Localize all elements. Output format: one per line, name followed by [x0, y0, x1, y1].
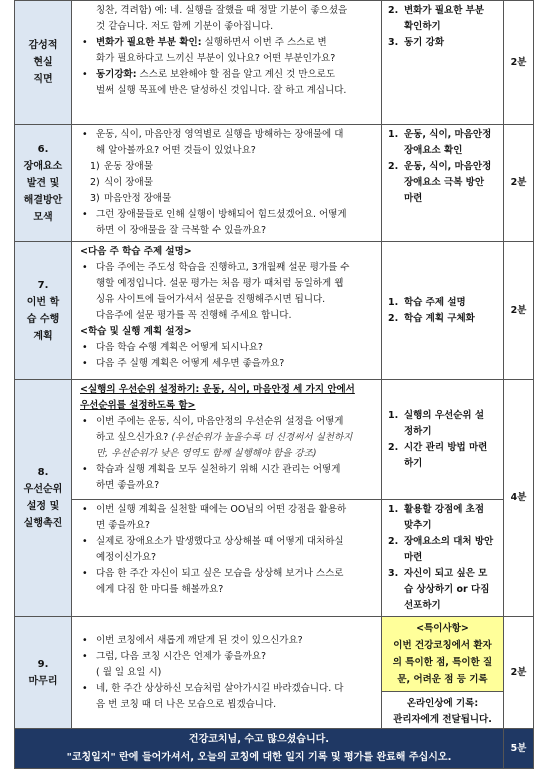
stage-label-line: 8. — [37, 467, 49, 478]
continuation-line — [78, 292, 375, 308]
continuation-line — [78, 83, 375, 99]
line-text: 그런 장애물들로 인해 실행이 방해되어 힘드셨겠어요. 어떻게 — [96, 209, 347, 220]
goal-text: 시간 관리 방법 마련 — [404, 441, 488, 453]
goal-line — [386, 19, 499, 35]
special-note-line: <특이사항> — [416, 623, 469, 634]
special-notes-box — [382, 617, 503, 691]
line-text: 실제로 장애요소가 발생했다고 상상해볼 때 어떻게 대처하실 — [96, 536, 344, 547]
goal-line — [386, 534, 499, 550]
bullet-icon: • — [82, 416, 88, 427]
line-text: 실행하면서 이번 주 스스로 변 — [201, 37, 327, 48]
goal-text: 변화가 필요한 부분 — [404, 5, 485, 16]
coaching-script-table — [14, 0, 534, 769]
line-text: 예정이신가요? — [96, 552, 157, 563]
continuation-line — [78, 51, 375, 67]
bullet-icon: • — [82, 342, 88, 353]
goal-number: 2. — [388, 161, 399, 172]
goal-line — [386, 143, 499, 159]
goal-text: 확인하기 — [404, 21, 441, 32]
special-note-line: 문, 어려운 점 등 기록 — [397, 674, 488, 685]
bullet-icon: • — [82, 209, 88, 220]
goal-line — [386, 408, 499, 424]
goal-number — [386, 518, 404, 534]
stage-label-line: 습 수행 — [26, 313, 60, 325]
line-text: 칭찬, 격려함) 예: 네. 실행을 잘했을 때 정말 기분이 좋으셨을 — [96, 5, 348, 16]
item-number: 2) — [90, 177, 100, 188]
goal-line — [386, 191, 499, 207]
stage-cell — [15, 617, 72, 729]
goals-cell — [382, 125, 504, 242]
line-text: 학습과 실행 계획을 모두 실천하기 위해 시간 관리는 어떻게 — [96, 464, 341, 475]
section-header: 우선순위를 설정하도록 함> — [80, 400, 196, 411]
line-text: 벌써 실행 목표에 반은 달성하신 것입니다. 잘 하고 계십니다. — [96, 85, 347, 96]
goal-text: 학습 주제 설명 — [404, 296, 466, 308]
line-text: 다음주에 설문 평가를 꼭 진행해 주세요 합니다. — [96, 310, 292, 321]
section-header: <학습 및 실행 계획 설정> — [80, 326, 192, 337]
line-text: 스스로 보완해야 할 점을 알고 계신 것 만으로도 — [136, 69, 336, 80]
line-text: 이번 주에는 운동, 식이, 마음안정의 우선순위 설정을 어떻게 — [96, 416, 344, 427]
line-text: 하면 좋을까요? — [96, 480, 160, 491]
goal-text: 장애요소 확인 — [404, 145, 463, 156]
footer-row — [15, 729, 534, 769]
bullet-icon: • — [82, 682, 88, 694]
goal-number: 2. — [388, 441, 399, 453]
line-text: ( 월 일 요일 시) — [96, 666, 162, 678]
line-text: 것 같습니다. 저도 함께 기분이 좋아집니다. — [96, 21, 274, 32]
continuation-line — [78, 518, 375, 534]
section-header: <실행의 우선순위 설정하기: 운동, 식이, 마음안정 세 가지 안에서 — [80, 384, 355, 395]
goal-line — [386, 35, 499, 51]
goal-line — [386, 175, 499, 191]
bullet-icon: • — [82, 37, 88, 48]
stage-label-line: 모색 — [33, 211, 53, 223]
goals-cell — [382, 380, 504, 500]
bullet-line — [78, 681, 375, 697]
stage-label-line: 현실 — [33, 57, 53, 68]
bullet-line — [78, 127, 375, 143]
goal-number: 1. — [388, 129, 399, 140]
bullet-line — [78, 260, 375, 276]
bullet-line — [78, 566, 375, 582]
goal-text: 정하기 — [404, 425, 432, 437]
goal-number: 2. — [388, 312, 399, 324]
continuation-line — [78, 19, 375, 35]
bullet-icon: • — [82, 536, 88, 547]
stage-label-line: 해결방안 — [23, 194, 63, 206]
line-text: 이번 코칭에서 새롭게 깨닫게 된 것이 있으신가요? — [96, 634, 303, 646]
goal-text: 실행의 우선순위 설 — [404, 409, 485, 421]
bullet-line — [78, 462, 375, 478]
bullet-line — [78, 534, 375, 550]
goal-number — [386, 191, 404, 207]
stage-label-line: 직면 — [33, 74, 53, 85]
bullet-icon: • — [82, 262, 88, 273]
goals-cell — [382, 242, 504, 380]
stage-label-line: 발견 및 — [26, 177, 60, 189]
goal-number — [386, 550, 404, 566]
time-cell: 2분 — [504, 242, 534, 380]
bullet-line — [78, 649, 375, 665]
goal-line — [386, 456, 499, 472]
time-cell: 2분 — [504, 125, 534, 242]
goal-line — [386, 550, 499, 566]
content-cell — [72, 242, 382, 380]
goal-line — [386, 502, 499, 518]
goal-line — [386, 582, 499, 598]
line-text: 화가 필요하다고 느끼신 부분이 있나요? 어떤 부분인가요? — [96, 53, 336, 64]
line-text: 하면 이 장애물을 잘 극복할 수 있을까요? — [96, 225, 266, 236]
stage-label-line: 설정 및 — [26, 501, 60, 512]
continuation-line — [78, 276, 375, 292]
continuation-line — [78, 478, 375, 494]
goal-number: 3. — [388, 37, 399, 48]
goal-text: 자신이 되고 싶은 모 — [404, 568, 488, 579]
content-cell — [72, 125, 382, 242]
line-text: 다음 주에는 주도성 학습을 진행하고, 3개월째 설문 평가를 수 — [96, 262, 350, 273]
content-cell — [72, 617, 382, 729]
stage-label-line: 장애요소 — [23, 160, 63, 172]
line-text: 싱유 사이트에 들어가셔서 설문을 진행해주시면 됩니다. — [96, 294, 326, 305]
continuation-line — [78, 665, 375, 681]
goal-text: 마련 — [404, 552, 423, 563]
goal-text: 운동, 식이, 마음안정 — [404, 129, 492, 140]
line-text: 그럼, 다음 코칭 시간은 언제가 좋을까요? — [96, 650, 266, 662]
line-text: 네, 한 주간 상상하신 모습처럼 살아가시길 바라겠습니다. 다 — [96, 682, 344, 694]
line-text: 행할 예정입니다. 설문 평가는 처음 평가 때처럼 동일하게 웹 — [96, 278, 344, 289]
continuation-line — [78, 446, 375, 462]
bullet-line — [78, 414, 375, 430]
row-closing — [15, 617, 534, 729]
footer-message — [15, 729, 504, 769]
bullet-line — [78, 502, 375, 518]
stage-cell — [15, 380, 72, 617]
row-obstacles — [15, 125, 534, 242]
stage-label-line: 마무리 — [28, 675, 58, 687]
bullet-icon: • — [82, 634, 88, 646]
goals-cell — [382, 1, 504, 125]
continuation-line — [78, 582, 375, 598]
goal-line — [386, 598, 499, 614]
stage-label-line: 감성적 — [28, 40, 58, 51]
line-text: 다음 한 주간 자신이 되고 싶은 모습을 상상해 보거나 스스로 — [96, 568, 344, 579]
goal-text: 장애요소 극복 방안 — [404, 177, 485, 188]
stage-cell — [15, 242, 72, 380]
stage-label-line: 우선순위 — [23, 484, 63, 495]
numbered-line — [78, 191, 375, 207]
line-text: 면 좋을까요? — [96, 520, 150, 531]
continuation-line — [78, 223, 375, 239]
bullet-icon: • — [82, 650, 88, 662]
line-text: 이번 실행 계획을 실천할 때에는 OO님의 어떤 강점을 활용하 — [96, 504, 347, 515]
special-note-line: 이번 건강코칭에서 환자 — [393, 640, 492, 651]
continuation-line — [78, 3, 375, 19]
continuation-line — [78, 550, 375, 566]
time-cell: 2분 — [504, 617, 534, 729]
line-text: 마음안정 장애물 — [104, 193, 172, 204]
bullet-line — [78, 633, 375, 649]
goal-number: 3. — [388, 568, 399, 579]
bullet-icon: • — [82, 464, 88, 475]
goal-text: 활용할 강점에 초점 — [404, 504, 485, 515]
online-record-note — [382, 691, 503, 728]
goal-text: 습 상상하기 or 다짐 — [404, 584, 490, 595]
goal-text: 선포하기 — [404, 600, 441, 611]
goal-text: 마련 — [404, 193, 423, 204]
goal-line — [386, 159, 499, 175]
bullet-icon: • — [82, 504, 88, 515]
goal-text: 운동, 식이, 마음안정 — [404, 161, 492, 172]
bullet-icon: • — [82, 69, 88, 80]
continuation-line — [78, 430, 375, 446]
bullet-icon: • — [82, 568, 88, 579]
goal-line — [386, 127, 499, 143]
goal-line — [386, 295, 499, 311]
stage-cell — [15, 125, 72, 242]
stage-label-line: 7. — [37, 279, 49, 291]
goals-cell — [382, 500, 504, 617]
goal-text: 동기 강화 — [404, 37, 445, 48]
numbered-line — [78, 175, 375, 191]
notes-cell — [382, 617, 504, 729]
goal-number: 1. — [388, 409, 399, 421]
italic-note: (우선순위가 높을수록 더 신경써서 실천하지 — [168, 432, 353, 443]
time-cell: 2분 — [504, 1, 534, 125]
goal-number — [386, 598, 404, 614]
bullet-line — [78, 67, 375, 83]
bold-lead: 동기강화: — [96, 69, 137, 80]
italic-note: 만, 우선순위가 낮은 영역도 함께 실행해야 함을 강조) — [96, 448, 317, 459]
stage-label-line: 6. — [37, 143, 49, 155]
bullet-line — [78, 207, 375, 223]
row-priority-b — [15, 500, 534, 617]
time-cell: 4분 — [504, 380, 534, 617]
row-priority-a — [15, 380, 534, 500]
numbered-line — [78, 159, 375, 175]
goal-text: 맞추기 — [404, 520, 432, 531]
content-cell — [72, 380, 382, 500]
goal-text: 장애요소의 대처 방안 — [404, 536, 494, 547]
stage-label-line: 계획 — [33, 330, 53, 342]
goal-line — [386, 424, 499, 440]
bullet-line — [78, 340, 375, 356]
goal-line — [386, 3, 499, 19]
footer-time: 5분 — [504, 729, 534, 769]
goal-number — [386, 19, 404, 35]
footer-line-1: 건강코치님, 수고 많으셨습니다. — [188, 733, 330, 745]
goal-number — [386, 456, 404, 472]
item-number: 3) — [90, 193, 100, 204]
footer-line-2: "코칭일지" 란에 들어가셔서, 오늘의 코칭에 대한 일지 기록 및 평가를 완료해 주십시오. — [66, 751, 452, 763]
goal-number: 2. — [388, 5, 399, 16]
goal-line — [386, 566, 499, 582]
section-header: <다음 주 학습 주제 설명> — [80, 246, 192, 257]
continuation-line — [78, 697, 375, 713]
goal-number: 1. — [388, 504, 399, 515]
item-number: 1) — [90, 161, 100, 172]
line-text: 에게 다짐 한 마디를 해볼까요? — [96, 584, 224, 595]
stage-label-line: 이번 학 — [26, 296, 60, 308]
line-text: 해 알아볼까요? 어떤 것들이 있었나요? — [96, 145, 256, 156]
goal-number — [386, 582, 404, 598]
online-note-line: 관리자에게 전달됩니다. — [393, 714, 492, 725]
line-text: 다음 주 실행 계획은 어떻게 세우면 좋을까요? — [96, 358, 285, 369]
goal-number: 1. — [388, 296, 399, 308]
line-text: 음 번 코칭 때 더 나은 모습으로 뵙겠습니다. — [96, 698, 277, 710]
goal-text: 하기 — [404, 457, 423, 469]
goal-line — [386, 518, 499, 534]
goal-number: 2. — [388, 536, 399, 547]
goal-line — [386, 440, 499, 456]
line-text: 운동, 식이, 마음안정 영역별로 실행을 방해하는 장애물에 대 — [96, 129, 344, 140]
continuation-line — [78, 143, 375, 159]
special-note-line: 의 특이한 점, 특이한 질 — [392, 657, 493, 668]
content-cell — [72, 500, 382, 617]
content-cell — [72, 1, 382, 125]
stage-label-line: 실행촉진 — [23, 518, 63, 529]
bullet-icon: • — [82, 358, 88, 369]
goal-line — [386, 311, 499, 327]
bold-lead: 변화가 필요한 부분 확인: — [96, 37, 202, 48]
line-text: 하고 싶으신가요? — [96, 432, 169, 443]
continuation-line — [78, 308, 375, 324]
row-learning-plan — [15, 242, 534, 380]
goal-text: 학습 계획 구체화 — [404, 312, 475, 324]
bullet-line — [78, 35, 375, 51]
row-emotional-facing — [15, 1, 534, 125]
bullet-line — [78, 356, 375, 372]
bullet-icon: • — [82, 129, 88, 140]
goal-number — [386, 424, 404, 440]
line-text: 다음 학습 수행 계획은 어떻게 되시나요? — [96, 342, 263, 353]
stage-cell — [15, 1, 72, 125]
line-text: 운동 장애물 — [104, 161, 153, 172]
online-note-line: 온라인상에 기록: — [406, 698, 479, 709]
stage-label-line: 9. — [37, 658, 49, 670]
goal-number — [386, 143, 404, 159]
goal-number — [386, 175, 404, 191]
line-text: 식이 장애물 — [104, 177, 153, 188]
